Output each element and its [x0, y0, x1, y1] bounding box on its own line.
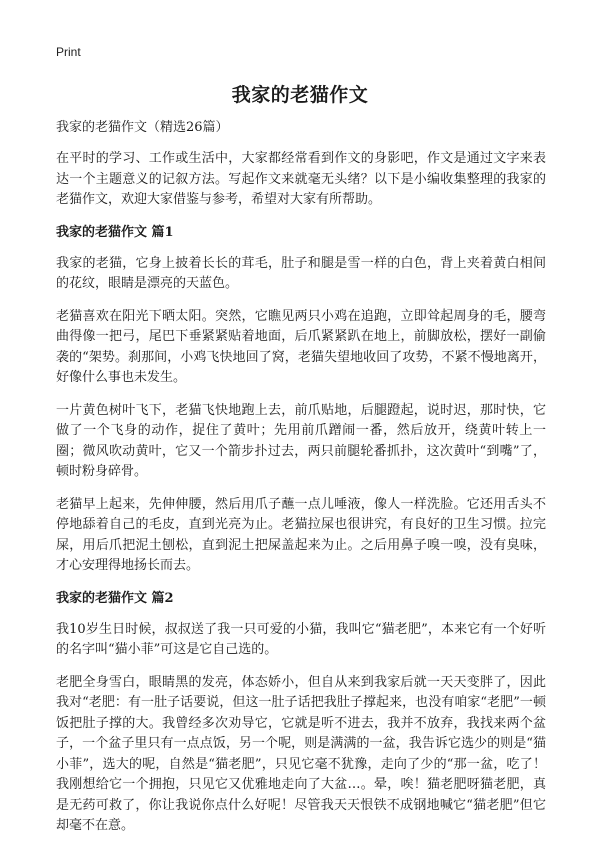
section-1-paragraph-2: 老猫喜欢在阳光下晒太阳。突然，它瞧见两只小鸡在追跑，立即耸起周身的毛，腰弯曲得像一把弓，尾巴下垂紧紧贴着地面，后爪紧紧趴在地上，前脚放松，摆好一副偷袭的“架势。刹那间，小鸡飞快地回了窝，老猫失望地收回了攻势，不紧不慢地离开，好像什么事也未发生。: [56, 308, 546, 385]
section-1-paragraph-1: 我家的老猫，它身上披着长长的茸毛，肚子和腿是雪一样的白色，背上夹着黄白相间的花纹，眼睛是漂亮的天蓝色。: [56, 255, 546, 291]
section-heading-1: 我家的老猫作文 篇1: [56, 224, 174, 240]
section-1-paragraph-3: 一片黄色树叶飞下，老猫飞快地跑上去，前爪贴地，后腿蹬起，说时迟，那时快，它做了一个飞身的动作，捉住了黄叶；先用前爪蹭闹一番，然后放开，绕黄叶转上一圈；微风吹动黄叶，它又一个箭步扑过去，两只前腿轮番抓扑，这次黄叶“到嘴”了，顿时粉身碎骨。: [56, 402, 546, 479]
article-body: [56, 118, 546, 849]
section-1-paragraph-4: 老猫早上起来，先伸伸腰，然后用爪子蘸一点儿唾液，像人一样洗脸。它还用舌头不停地舔着自己的毛皮，直到光亮为止。老猫拉屎也很讲究，有良好的卫生习惯。拉完屎，用后爪把泥土刨松，直到泥土把屎盖起来为止。之后用鼻子嗅一嗅，没有臭味，才心安理得地扬长而去。: [56, 496, 546, 573]
article-subtitle: 我家的老猫作文（精选26篇）: [56, 120, 229, 135]
section-heading-2: 我家的老猫作文 篇2: [56, 590, 174, 606]
section-2-paragraph-1: 我10岁生日时候，叔叔送了我一只可爱的小猫，我叫它“猫老肥”，本来它有一个好听的名字叫“猫小菲”可这是它自己选的。: [56, 621, 546, 657]
print-link[interactable]: Print: [56, 45, 81, 59]
section-2-paragraph-2: 老肥全身雪白，眼睛黑的发亮，体态娇小，但自从来到我家后就一天天变胖了，因此我对“老肥：有一肚子话要说，但这一肚子话把我肚子撑起来，也没有咱家“老肥”一顿饭把肚子撑的大。我曾经多次劝导它，它就是听不进去，我并不放弃，我找来两个盆子，一个盆子里只有一点点饭，另一个呢，则是满满的一盆，我告诉它选少的则是“猫小菲”，选大的呢，自然是“猫老肥”，只见它毫不犹豫，走向了少的“那一盆，吃了！我刚想给它一个拥抱，只见它又优雅地走向了大盆…。晕，唉！猫老肥呀猫老肥，真是无药可救了，你让我说你点什么好呢！尽管我天天恨铁不成钢地喊它“猫老肥”但它却毫不在意。: [56, 674, 546, 833]
page-title: 我家的老猫作文: [231, 84, 369, 106]
intro-paragraph: 在平时的学习、工作或生活中，大家都经常看到作文的身影吧，作文是通过文字来表达一个主题意义的记叙方法。写起作文来就毫无头绪？以下是小编收集整理的我家的老猫作文，欢迎大家借鉴与参考，希望对大家有所帮助。: [56, 151, 546, 207]
